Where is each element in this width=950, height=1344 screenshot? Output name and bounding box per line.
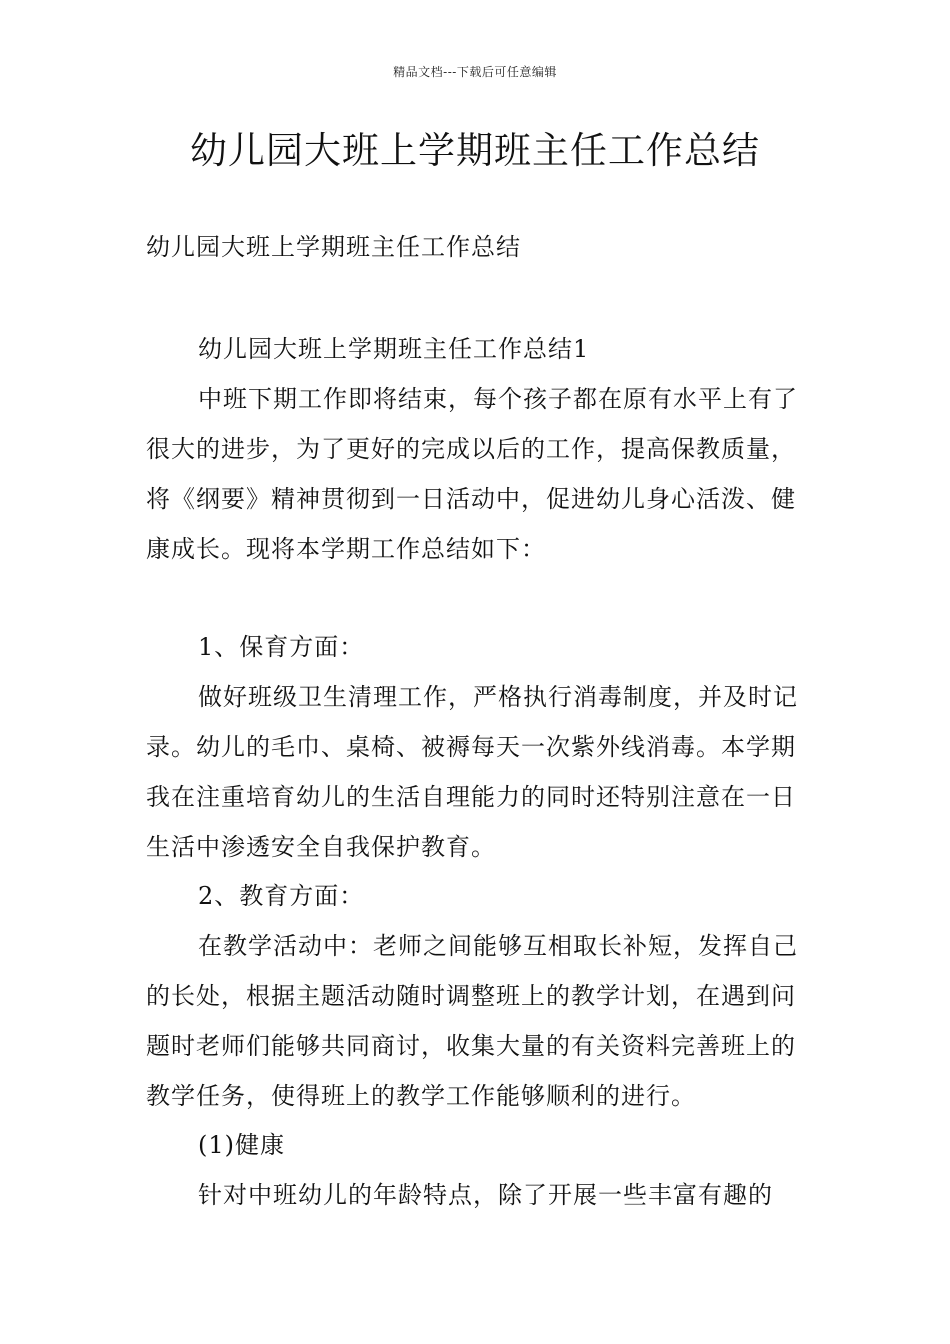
care-heading: 1、保育方面： — [198, 633, 365, 661]
health-paragraph: 针对中班幼儿的年龄特点，除了开展一些丰富有趣的 — [198, 1181, 773, 1209]
education-heading: 2、教育方面： — [198, 882, 365, 910]
intro-paragraph: 中班下期工作即将结束，每个孩子都在原有水平上有了很大的进步，为了更好的完成以后的工作，提高保教质量，将《纲要》精神贯彻到一日活动中，促进幼儿身心活泼、健康成长。现将本学期工作总结如下： — [146, 385, 798, 563]
subtitle: 幼儿园大班上学期班主任工作总结 — [146, 233, 521, 261]
care-paragraph: 做好班级卫生清理工作，严格执行消毒制度，并及时记录。幼儿的毛巾、桌椅、被褥每天一次紫外线消毒。本学期我在注重培育幼儿的生活自理能力的同时还特别注意在一日生活中渗透安全自我保护教育。 — [146, 683, 798, 861]
health-heading: (1)健康 — [198, 1131, 285, 1159]
section1-heading: 幼儿园大班上学期班主任工作总结1 — [198, 335, 590, 363]
document-title: 幼儿园大班上学期班主任工作总结 — [190, 129, 760, 172]
education-paragraph: 在教学活动中：老师之间能够互相取长补短，发挥自己的长处，根据主题活动随时调整班上的教学计划，在遇到问题时老师们能够共同商讨，收集大量的有关资料完善班上的教学任务，使得班上的教学工作能够顺利的进行。 — [146, 932, 798, 1110]
header-note: 精品文档---下载后可任意编辑 — [393, 65, 557, 79]
